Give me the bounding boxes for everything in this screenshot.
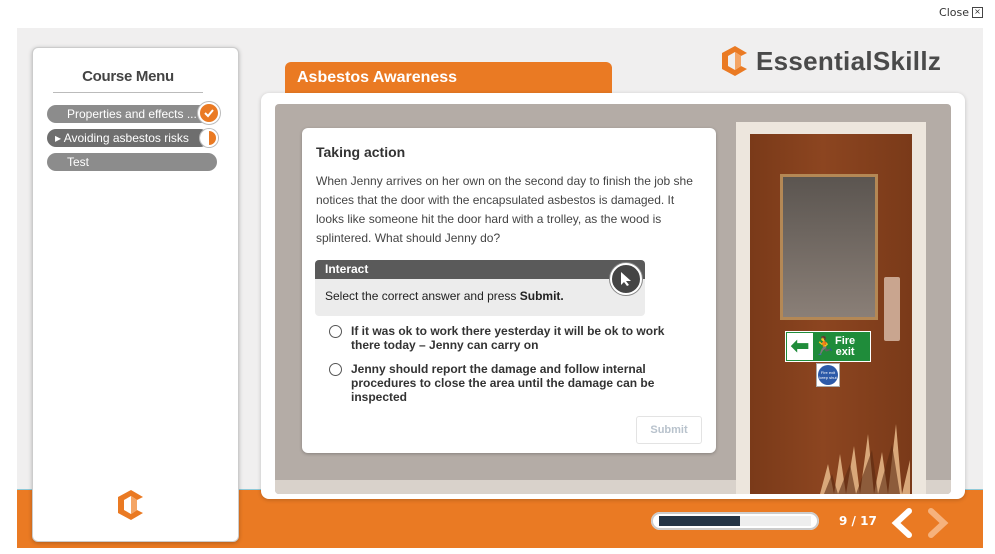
course-title: Asbestos Awareness xyxy=(297,69,458,86)
fire-exit-sign xyxy=(785,331,871,362)
radio-button[interactable] xyxy=(329,325,342,338)
progress-fill xyxy=(659,516,740,526)
chevron-right-icon xyxy=(925,508,951,538)
answer-text: Jenny should report the damage and follow internal procedures to close the area until the damage can be inspected xyxy=(351,362,655,404)
brand-logo-icon xyxy=(116,488,146,527)
scenario-text: When Jenny arrives on her own on the second day to finish the job she notices that the door with the encapsulated asbestos is damaged. It looks like someone hit the door hard with a trolley, as the wood is splintered. What should Jenny do? xyxy=(316,174,693,245)
interact-box xyxy=(315,260,645,316)
answer-text: If it was ok to work there yesterday it will be ok to work there today – Jenny can carry on xyxy=(351,324,665,352)
page-counter: 9 / 17 xyxy=(839,514,877,528)
fire-door-keep-shut-sign: Fire exit keep shut xyxy=(816,363,840,387)
progress-track xyxy=(659,516,811,526)
close-label: Close xyxy=(939,6,969,19)
slide-heading: Taking action xyxy=(316,144,406,160)
course-stage xyxy=(17,28,983,548)
course-menu-panel xyxy=(32,47,239,542)
next-button[interactable] xyxy=(925,508,951,538)
left-arrow-icon: ⬅ xyxy=(787,333,813,360)
answer-option-1[interactable] xyxy=(329,324,689,352)
menu-item-avoiding-risks[interactable] xyxy=(47,129,209,147)
brand-logo-icon xyxy=(720,44,750,78)
answer-option-2[interactable] xyxy=(329,362,689,404)
door-push-plate xyxy=(884,277,900,341)
close-icon: × xyxy=(972,7,983,18)
menu-divider xyxy=(53,92,203,93)
submit-button[interactable]: Submit xyxy=(636,416,702,444)
menu-item-label: Test xyxy=(67,155,90,169)
close-button[interactable] xyxy=(939,6,983,19)
previous-button[interactable] xyxy=(889,508,915,538)
progress-bar xyxy=(651,512,819,530)
cursor-icon xyxy=(610,263,642,295)
interact-label: Interact xyxy=(315,260,645,279)
running-man-icon: 🏃 xyxy=(813,336,836,356)
in-progress-icon xyxy=(200,129,218,147)
menu-item-label: ▸ Avoiding asbestos risks xyxy=(55,131,189,145)
brand-name: EssentialSkillz xyxy=(756,45,942,76)
menu-item-properties[interactable] xyxy=(47,105,209,123)
scene-illustration xyxy=(275,104,951,494)
course-menu-title: Course Menu xyxy=(82,68,174,85)
slide-frame xyxy=(261,93,965,499)
radio-button[interactable] xyxy=(329,363,342,376)
question-panel xyxy=(302,128,716,453)
fire-exit-text: Fire exit xyxy=(835,334,856,358)
course-title-tab xyxy=(285,62,612,94)
menu-item-test[interactable] xyxy=(47,153,217,171)
chevron-left-icon xyxy=(889,508,915,538)
menu-item-label: Properties and effects ... xyxy=(67,107,197,121)
instruction-text: Select the correct answer and press Submit. xyxy=(325,289,564,303)
door-window xyxy=(780,174,878,320)
brand xyxy=(720,44,941,78)
splintered-wood xyxy=(820,424,910,494)
completed-check-icon xyxy=(198,102,220,124)
